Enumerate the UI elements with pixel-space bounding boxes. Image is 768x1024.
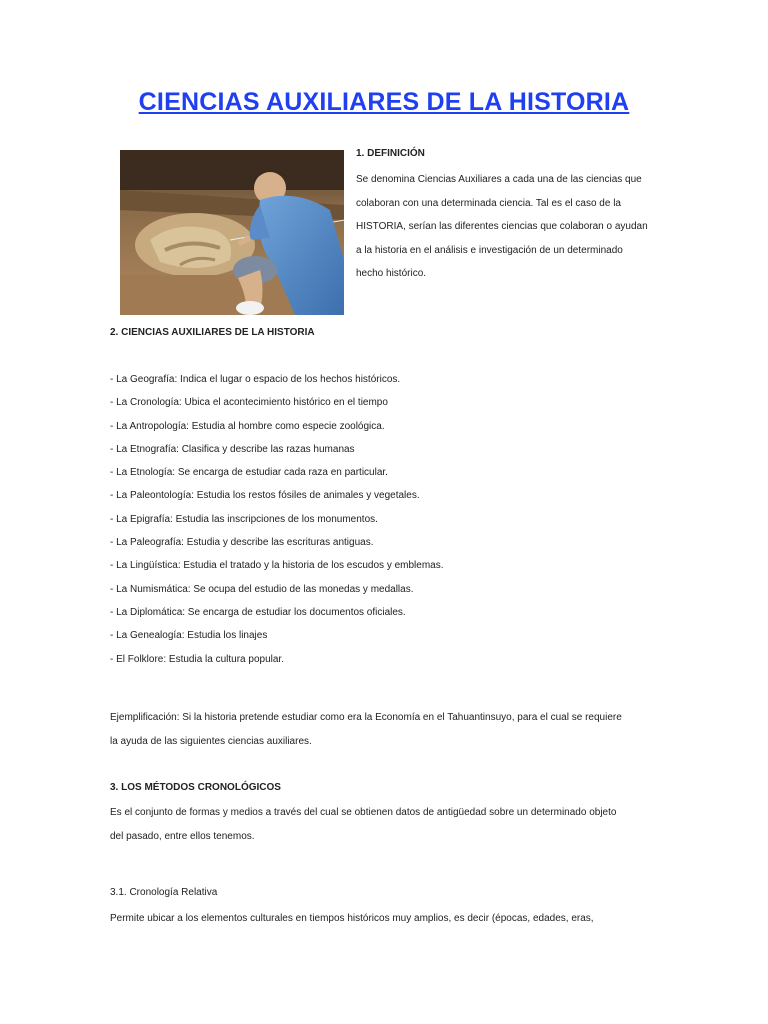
subsection-3-1-heading: 3.1. Cronología Relativa — [110, 887, 218, 898]
section3-heading: 3. LOS MÉTODOS CRONOLÓGICOS — [110, 782, 281, 793]
definition-line: colaboran con una determinada ciencia. Tal es el caso de la — [356, 197, 621, 209]
list-item: - La Etnología: Se encarga de estudiar cada raza en particular. — [110, 467, 388, 479]
paragraph-line: Es el conjunto de formas y medios a través del cual se obtienen datos de antigüedad sobre un determinado objeto — [110, 807, 617, 818]
definition-line: hecho histórico. — [356, 268, 427, 279]
definition-line: HISTORIA, serían las diferentes ciencias que colaboran o ayudan — [356, 221, 648, 232]
definition-line: a la historia en el análisis e investigación de un determinado — [356, 244, 623, 256]
definition-line: Se denomina Ciencias Auxiliares a cada una de las ciencias que — [356, 174, 642, 185]
example-paragraph — [110, 706, 670, 754]
subsection-3-1-paragraph — [110, 907, 670, 931]
excavation-photo — [120, 150, 344, 315]
section3-paragraph — [110, 801, 670, 849]
paragraph-line: la ayuda de las siguientes ciencias auxiliares. — [110, 736, 312, 747]
auxiliary-sciences-list — [110, 372, 444, 675]
list-item: - La Geografía: Indica el lugar o espacio de los hechos históricos. — [110, 374, 401, 385]
definition-heading: 1. DEFINICIÓN — [356, 148, 425, 159]
paragraph-line: del pasado, entre ellos tenemos. — [110, 831, 255, 842]
list-item: - El Folklore: Estudia la cultura popular. — [110, 653, 284, 665]
definition-section — [356, 148, 666, 286]
section2-heading: 2. CIENCIAS AUXILIARES DE LA HISTORIA — [110, 327, 315, 338]
list-item: - La Paleontología: Estudia los restos fósiles de animales y vegetales. — [110, 490, 420, 502]
list-item: - La Genealogía: Estudia los linajes — [110, 630, 268, 642]
list-item: - La Paleografía: Estudia y describe las escrituras antiguas. — [110, 537, 374, 549]
list-item: - La Numismática: Se ocupa del estudio de las monedas y medallas. — [110, 583, 414, 595]
list-item: - La Cronología: Ubica el acontecimiento histórico en el tiempo — [110, 397, 388, 409]
list-item: - La Diplomática: Se encarga de estudiar los documentos oficiales. — [110, 606, 406, 618]
list-item: - La Epigrafía: Estudia las inscripciones de los monumentos. — [110, 513, 378, 525]
list-item: - La Antropología: Estudia al hombre como especie zoológica. — [110, 420, 385, 432]
paragraph-line: Ejemplificación: Si la historia pretende estudiar como era la Economía en el Tahuantinsuyo, para el cual se requiere — [110, 712, 622, 723]
list-item: - La Etnografía: Clasifica y describe las razas humanas — [110, 443, 355, 455]
list-item: - La Lingüística: Estudia el tratado y la historia de los escudos y emblemas. — [110, 560, 444, 572]
paragraph-line: Permite ubicar a los elementos culturales en tiempos históricos muy amplios, es decir (épocas, edades, eras, — [110, 913, 594, 924]
page-title[interactable]: CIENCIAS AUXILIARES DE LA HISTORIA — [138, 88, 630, 116]
